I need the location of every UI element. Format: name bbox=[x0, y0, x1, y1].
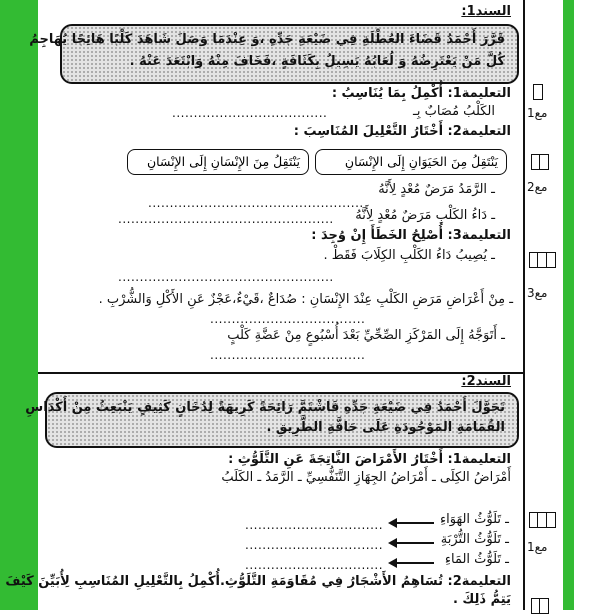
support-2-line-1: تَجَوَّلَ أَحْمَدُ فِي ضَيْعَةِ جَدِّهِ فَاشْتَمَّ رَائِحَةً كَرِيهَةً لِدُخَانٍ كَثِيفٍ يَنْبَعِثُ مِنْ أَكْدَاسِ bbox=[25, 400, 505, 415]
section-divider bbox=[38, 372, 525, 374]
option-box-animal-to-human[interactable] bbox=[315, 149, 507, 175]
pollution-air-item: ـ تَلَوُّثُ الهَوَاءِ bbox=[440, 512, 509, 527]
instruction-5-line-2: يَتِمُّ ذَلِكَ . bbox=[452, 592, 511, 607]
answer-dots[interactable]: .................................... bbox=[210, 348, 366, 362]
instruction-4-word-list: أَمْرَاضُ الكِلَى ـ أَمْرَاضُ الجِهَازِ التَّنَفُّسِيِّ ـ الرَّمَدُ ـ الكَلَبُ bbox=[221, 470, 511, 485]
criterion-code: مع1 bbox=[527, 106, 548, 120]
option-animal-to-human: يَنْتَقِلُ مِنَ الحَيَوَانِ إِلَى الإِنْسَانِ bbox=[344, 154, 498, 169]
answer-dots[interactable]: .................................... bbox=[210, 312, 366, 326]
score-grid bbox=[530, 252, 556, 268]
option-human-to-human: يَنْتَقِلُ مِنَ الإِنْسَانِ إِلَى الإِنْسَانِ bbox=[146, 154, 300, 169]
instruction-2: التعليمة2: أَخْتَارُ التَّعْلِيلَ المُنَاسِبَ : bbox=[293, 124, 511, 139]
arrow-left-icon bbox=[388, 518, 434, 528]
score-grid bbox=[530, 512, 556, 528]
answer-dots[interactable]: ................................ bbox=[245, 518, 384, 532]
instruction-4: التعليمة1: أَخْتَارُ الأَمْرَاضَ النَّاتِجَةَ عَنِ التَّلَوُّثِ : bbox=[228, 452, 511, 467]
arrow-left-icon bbox=[388, 538, 434, 548]
support-2-label: السند2: bbox=[461, 374, 511, 389]
answer-dots[interactable]: .................................... bbox=[172, 106, 328, 120]
pollution-water-item: ـ تَلَوُّثُ المَاءِ bbox=[444, 552, 509, 567]
answer-dots[interactable]: .................................................. bbox=[118, 270, 334, 284]
support-1-label: السند1: bbox=[461, 4, 511, 19]
answer-dots[interactable]: ................................ bbox=[245, 558, 384, 572]
criterion-code: مع1 bbox=[527, 540, 548, 554]
instruction-1-answer-line: الكَلْبُ مُصَابٌ بِـ bbox=[413, 104, 495, 119]
right-green-border bbox=[563, 0, 574, 610]
instruction-1: التعليمة1: أُكْمِلُ بِمَا يُنَاسِبُ : bbox=[331, 86, 511, 101]
criterion-code: مع3 bbox=[527, 286, 548, 300]
instruction-2-item-1: ـ الرَّمَدُ مَرَضٌ مُعْدٍ لِأَنَّهُ bbox=[378, 182, 495, 197]
support-1-text-box bbox=[29, 24, 519, 84]
instruction-3: التعليمة3: أُصْلِحُ الخَطَأَ إِنْ وُجِدَ : bbox=[311, 228, 511, 243]
criterion-code: مع2 bbox=[527, 180, 548, 194]
support-2-text-box bbox=[25, 392, 519, 448]
support-1-line-2: كُلَّ مَنْ يَعْتَرِضُهُ وَ لُعَابُهُ يَسِيلُ بِكَثَافَةٍ ،فَخَافَ مِنْهُ وَابْتَعَدَ عَنْهُ . bbox=[129, 54, 505, 69]
pollution-soil-item: ـ تَلَوُّثُ التُّرْبَةِ bbox=[440, 532, 509, 547]
score-grid bbox=[534, 84, 543, 100]
margin-rule bbox=[523, 0, 525, 610]
option-box-human-to-human[interactable] bbox=[127, 149, 309, 175]
support-2-line-2: القُمَامَةِ المَوْجُودَةِ عَلَى حَافَّةِ الطَّرِيقِ . bbox=[266, 420, 505, 435]
answer-dots[interactable]: .................................................. bbox=[148, 196, 364, 210]
instruction-3-item-3: ـ أَتَوَجَّهُ إِلَى المَرْكَزِ الصِّحِّيِّ بَعْدَ أُسْبُوعٍ مِنْ عَضَّةِ كَلْبٍ bbox=[227, 328, 505, 343]
answer-dots[interactable]: .................................................. bbox=[118, 212, 334, 226]
score-grid bbox=[532, 598, 549, 614]
left-green-border bbox=[0, 0, 38, 610]
instruction-2-item-2: ـ دَاءُ الكَلْبِ مَرَضٌ مُعْدٍ لِأَنَّهُ bbox=[355, 208, 495, 223]
instruction-5-line-1: التعليمة2: تُسَاهِمُ الأَشْجَارُ فِي مُقَاوَمَةِ التَّلَوُّثِ.أُكْمِلُ بِالتَّعْلِيلِ المُنَاسِبِ لِأُبَيِّنَ كَيْفَ bbox=[5, 574, 511, 589]
instruction-3-item-2: ـ مِنْ أَعْرَاضِ مَرَضِ الكَلْبِ عِنْدَ الإِنْسَانِ : صُدَاعٌ ،قَيْءٌ،عَجْزٌ عَنِ الأَكْلِ وَالشُّرْبِ . bbox=[98, 292, 513, 307]
score-grid bbox=[532, 154, 549, 170]
answer-dots[interactable]: ................................ bbox=[245, 538, 384, 552]
arrow-left-icon bbox=[388, 558, 434, 568]
instruction-3-item-1: ـ يُصِيبُ دَاءُ الكَلْبِ الكِلَابَ فَقَطْ . bbox=[323, 248, 495, 263]
support-1-line-1: قَرَّرَ أَحْمَدُ قَضَاءَ العُطْلَةِ فِي ضَيْعَةِ جَدِّهِ ،وَ عِنْدَمَا وَصَلَ شَاهَدَ كَلْبًا هَائِجًا يُهَاجِمُ bbox=[29, 32, 505, 47]
